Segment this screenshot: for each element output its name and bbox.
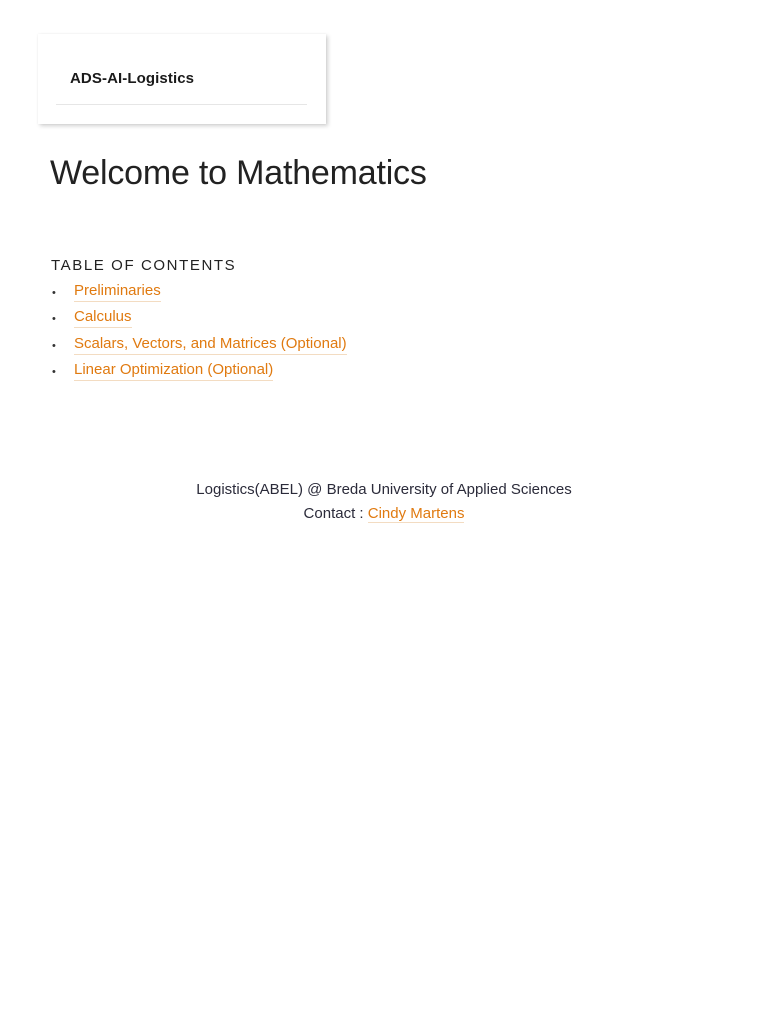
page-title: Welcome to Mathematics — [50, 154, 427, 192]
bullet-icon: • — [52, 340, 56, 352]
bullet-icon: • — [52, 313, 56, 325]
toc-link-calculus[interactable]: Calculus — [74, 307, 132, 328]
toc-link-preliminaries[interactable]: Preliminaries — [74, 281, 161, 302]
bullet-icon: • — [52, 366, 56, 378]
footer-contact — [0, 502, 768, 526]
contact-link[interactable]: Cindy Martens — [367, 505, 465, 522]
footer-affiliation: Logistics(ABEL) @ Breda University of Applied Sciences — [196, 481, 572, 498]
toc-link-scalars-vectors-matrices[interactable]: Scalars, Vectors, and Matrices (Optional) — [74, 334, 347, 355]
bullet-icon: • — [52, 287, 56, 299]
toc-heading: TABLE OF CONTENTS — [51, 257, 237, 274]
site-title-link[interactable]: ADS-AI-Logistics — [70, 70, 195, 87]
site-header-card — [38, 34, 326, 124]
header-divider — [56, 104, 307, 105]
toc-link-linear-optimization[interactable]: Linear Optimization (Optional) — [74, 360, 273, 381]
footer — [0, 478, 768, 526]
contact-label: Contact : — [303, 505, 364, 522]
